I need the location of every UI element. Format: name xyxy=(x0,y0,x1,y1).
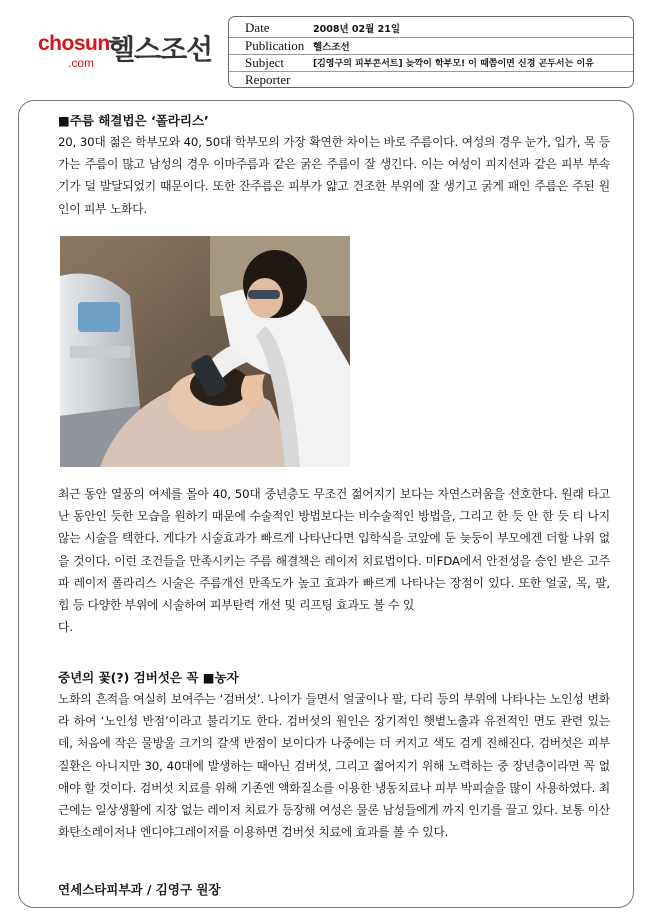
logo-chosun-text: chosun xyxy=(38,32,110,55)
paragraph-laser-treatment-tail: 다. xyxy=(58,620,73,634)
laser-treatment-photo xyxy=(60,236,350,467)
meta-publication-value: 헬스조선 xyxy=(313,42,350,53)
chosun-health-logo xyxy=(10,22,215,82)
logo-health-text: 헬스조선 xyxy=(108,33,213,66)
meta-date-label: Date xyxy=(245,20,270,35)
photo-illustration xyxy=(60,236,350,467)
meta-subject-value: [김영구의 피부콘서트] 늦깍이 학부모! 이 때쯤이면 신경 곤두서는 이유 xyxy=(313,59,594,69)
section-heading-wrinkle: ■주름 해결법은 ‘폴라리스’ xyxy=(58,113,209,128)
meta-subject-label: Subject xyxy=(245,55,284,70)
paragraph-wrinkle-intro: 20, 30대 젊은 학부모와 40, 50대 학부모의 가장 확연한 차이는 바로 주름이다. 여성의 경우 눈가, 입가, 목 등 가는 주름이 많고 남성의 경우 이마주름과 같은 굵은 주름이 잘 생긴다. 이는 여성이 피지선과 같은 피부 부속기가 덜 발달되었기 때문이다. 또한 잔주름은 피부가 얇고 건조한 부위에 잘 생기고 굵게 패인 주름은 주된 원인이 피부 노화다. xyxy=(58,135,610,216)
meta-reporter-label: Reporter xyxy=(245,72,291,87)
section-heading-age-spots: 중년의 꽃(?) 검버섯은 꼭 ■농자 xyxy=(58,670,239,685)
logo-com-text: .com xyxy=(68,56,95,70)
article-byline: 연세스타피부과 / 김영구 원장 xyxy=(58,882,221,897)
meta-divider xyxy=(229,54,633,55)
paragraph-age-spots: 노화의 흔적을 여실히 보여주는 ‘검버섯’. 나이가 들면서 얼굴이나 팔, 다리 등의 부위에 나타나는 노인성 변화라 하여 ‘노인성 반점’이라고 불리기도 한다. 검버섯의 원인은 장기적인 햇볕노출과 유전적인 면도 관련 있는데, 처음에 작은 물방울 크기의 갈색 반점이 보이다가 나중에는 더 커지고 색도 검게 진해진다. 검버섯은 피부 질환은 아니지만 30, 40대에 발생하는 때아닌 검버섯, 그리고 젊어지기 위해 노력하는 중 장년층이라면 꼭 없애야 할 것이다. 검버섯 치료를 위해 기존엔 액화질소를 이용한 냉동치료나 피부 박피술을 많이 사용하였다. 최근에는 일상생활에 지장 없는 레이저 치료가 등장해 여성은 물론 남성들에게 까지 인기를 끌고 있다. 보통 이산화탄소레이저나 엔디야그레이저를 이용하면 검버섯 치료에 효과를 볼 수 있다. xyxy=(58,692,610,840)
meta-date-value: 2008년 02월 21일 xyxy=(313,24,401,35)
paragraph-laser-treatment: 최근 동안 열풍의 여세를 몰아 40, 50대 중년층도 무조건 젊어지기 보다는 자연스러움을 선호한다. 원래 타고난 동안인 듯한 모습을 원하기 때문에 수술적인 방법보다는 비수술적인 방법을, 그리고 한 듯 안 한 듯 티 나지 않는 시술을 택한다. 게다가 시술효과가 빠르게 나타난다면 입학식을 코앞에 둔 늦둥이 부모에겐 더할 나위 없을 것이다. 이런 조건들을 만족시키는 주름 해결책은 레이저 치료법이다. 미FDA에서 안전성을 승인 받은 고주파 레이저 폴라리스 시술은 주름개선 만족도가 높고 효과가 빠르게 나타나는 장점이 있다. 또한 얼굴, 목, 팔, 힙 등 다양한 부위에 시술하여 피부탄력 개선 및 리프팅 효과도 볼 수 있 xyxy=(58,487,610,613)
meta-publication-label: Publication xyxy=(245,38,305,53)
article-metadata-box xyxy=(228,16,634,88)
